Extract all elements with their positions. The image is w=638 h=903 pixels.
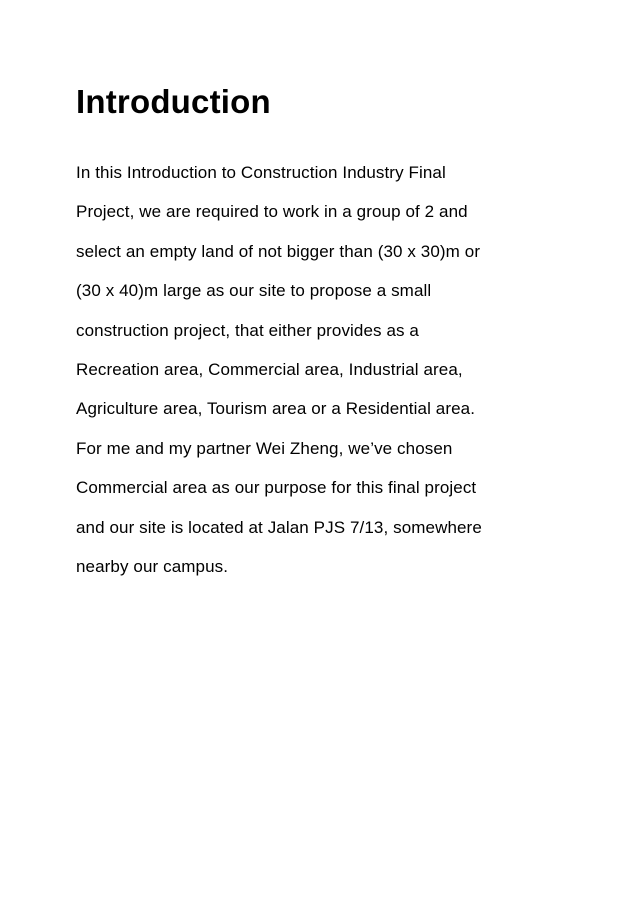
paragraph-line: select an empty land of not bigger than (30 x 30)m or	[76, 241, 481, 261]
page-title: Introduction	[76, 83, 271, 120]
paragraph-line: construction project, that either provides as a	[76, 320, 419, 340]
paragraph-line: Project, we are required to work in a group of 2 and	[76, 202, 468, 222]
paragraph-line: nearby our campus.	[76, 556, 229, 576]
paragraph-line: For me and my partner Wei Zheng, we’ve chosen	[76, 438, 453, 458]
paragraph-line: Commercial area as our purpose for this final project	[76, 478, 477, 498]
introduction-paragraph	[76, 156, 566, 589]
paragraph-line: Agriculture area, Tourism area or a Residential area.	[76, 399, 476, 419]
paragraph-line: and our site is located at Jalan PJS 7/13, somewhere	[76, 517, 482, 537]
paragraph-line: Recreation area, Commercial area, Industrial area,	[76, 359, 463, 379]
paragraph-line: (30 x 40)m large as our site to propose a small	[76, 281, 432, 301]
paragraph-line: In this Introduction to Construction Industry Final	[76, 163, 446, 182]
